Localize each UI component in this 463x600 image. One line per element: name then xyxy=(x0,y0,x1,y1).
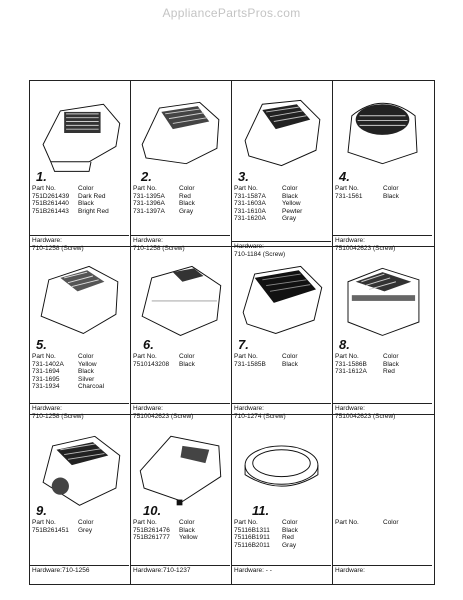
part-number: 751B261440 xyxy=(32,200,69,208)
part-color: Black xyxy=(78,200,94,208)
color-header: Color xyxy=(282,519,298,526)
site-watermark: AppliancePartsPros.com xyxy=(162,6,301,20)
hardware-info: Hardware:710-1256 xyxy=(32,567,90,574)
hardware-info: Hardware: 710-1258 (Screw) xyxy=(32,237,84,252)
part-color: Black xyxy=(78,368,94,376)
part-cell xyxy=(30,415,129,583)
item-number: 6. xyxy=(143,337,154,352)
part-color: Yellow xyxy=(282,200,301,208)
part-no-header: Part No. xyxy=(335,185,359,192)
part-number: 731-1694 xyxy=(32,368,60,376)
item-number: 10. xyxy=(143,503,162,518)
part-no-header: Part No. xyxy=(32,353,56,360)
part-color: Dark Red xyxy=(78,192,106,200)
part-no-header: Part No. xyxy=(133,519,157,526)
part-color: Gray xyxy=(282,215,297,223)
part-cell xyxy=(333,415,432,583)
part-cell xyxy=(232,415,331,583)
part-number: 731-1396A xyxy=(133,200,165,208)
color-header: Color xyxy=(78,353,94,360)
part-color: Gray xyxy=(179,207,194,215)
part-cell xyxy=(30,247,129,420)
part-illustration xyxy=(333,253,432,345)
part-number: 75116B1911 xyxy=(234,534,270,542)
part-cell xyxy=(232,247,331,420)
part-no-header: Part No. xyxy=(234,519,258,526)
hardware-info: Hardware: - - xyxy=(234,567,272,574)
part-number: 75116B2011 xyxy=(234,541,270,549)
part-number: 751B261443 xyxy=(32,207,69,215)
item-number: 9. xyxy=(36,503,47,518)
part-number: 751B261777 xyxy=(133,534,170,542)
part-illustration xyxy=(333,87,432,179)
part-illustration xyxy=(131,421,230,513)
part-illustration xyxy=(131,253,230,345)
part-illustration xyxy=(30,87,129,179)
hardware-info: Hardware: 710-1274 (Screw) xyxy=(234,405,286,420)
part-color: Grey xyxy=(78,526,93,534)
part-color: Red xyxy=(282,534,294,542)
part-number: 731-1620A xyxy=(234,215,266,223)
item-number: 7. xyxy=(238,337,249,352)
part-color: Gray xyxy=(282,541,297,549)
item-number: 11. xyxy=(252,503,270,518)
hardware-info: Hardware: 7510042623 (Screw) xyxy=(335,237,396,252)
part-color: Silver xyxy=(78,375,95,383)
part-no-header: Part No. xyxy=(335,353,359,360)
part-color: Black xyxy=(179,200,195,208)
part-number: 731-1587A xyxy=(234,192,266,200)
part-number: 731-1695 xyxy=(32,375,60,383)
part-color: Black xyxy=(383,360,399,368)
part-color: Red xyxy=(383,368,395,376)
item-number: 1. xyxy=(36,169,47,184)
part-no-header: Part No. xyxy=(133,353,157,360)
part-number: 731-1610A xyxy=(234,207,266,215)
color-header: Color xyxy=(282,185,298,192)
part-cell xyxy=(333,247,432,420)
part-number: 751D261439 xyxy=(32,192,70,200)
part-color: Black xyxy=(179,526,195,534)
part-illustration xyxy=(30,253,129,345)
item-number: 4. xyxy=(339,169,350,184)
part-no-header: Part No. xyxy=(32,185,56,192)
item-number: 3. xyxy=(238,169,249,184)
part-no-header: Part No. xyxy=(335,519,359,526)
part-color: Black xyxy=(282,526,298,534)
color-header: Color xyxy=(179,353,195,360)
part-no-header: Part No. xyxy=(133,185,157,192)
hardware-info: Hardware: 710-1258 (Screw) xyxy=(32,405,84,420)
part-cell xyxy=(333,81,432,252)
part-cell xyxy=(131,247,230,420)
part-number: 751B261476 xyxy=(133,526,170,534)
part-number: 75116B1311 xyxy=(234,526,270,534)
color-header: Color xyxy=(383,353,399,360)
part-number: 731-1561 xyxy=(335,192,363,200)
part-illustration xyxy=(30,421,129,513)
hardware-info: Hardware: 710-1258 (Screw) xyxy=(133,237,185,252)
color-header: Color xyxy=(78,185,94,192)
part-color: Black xyxy=(282,192,298,200)
part-number: 731-1586B xyxy=(335,360,367,368)
part-color: Black xyxy=(383,192,399,200)
part-number: 731-1395A xyxy=(133,192,165,200)
part-number: 731-1934 xyxy=(32,383,60,391)
part-color: Bright Red xyxy=(78,207,109,215)
part-number: 7510143208 xyxy=(133,360,170,368)
part-illustration xyxy=(232,421,331,513)
color-header: Color xyxy=(383,185,399,192)
color-header: Color xyxy=(282,353,298,360)
part-color: Yellow xyxy=(179,534,198,542)
part-cell xyxy=(131,81,230,252)
part-color: Black xyxy=(179,360,195,368)
hardware-info: Hardware: 710-1184 (Screw) xyxy=(234,243,286,258)
part-number: 731-1397A xyxy=(133,207,165,215)
color-header: Color xyxy=(78,519,94,526)
part-number: 731-1603A xyxy=(234,200,266,208)
part-number: 731-1612A xyxy=(335,368,367,376)
part-illustration xyxy=(131,87,230,179)
item-number: 8. xyxy=(339,337,350,352)
part-no-header: Part No. xyxy=(234,185,258,192)
hardware-info: Hardware: 7510042623 (Screw) xyxy=(335,405,396,420)
part-cell xyxy=(232,81,331,258)
item-number: 2. xyxy=(141,169,152,184)
part-number: 731-1585B xyxy=(234,360,266,368)
part-color: Black xyxy=(282,360,298,368)
part-no-header: Part No. xyxy=(234,353,258,360)
hardware-info: Hardware:710-1237 xyxy=(133,567,191,574)
item-number: 5. xyxy=(36,337,47,352)
hardware-info: Hardware: xyxy=(335,567,365,574)
hardware-info: Hardware: 7510042623 (Screw) xyxy=(133,405,194,420)
part-color: Pewter xyxy=(282,207,303,215)
color-header: Color xyxy=(383,519,399,526)
color-header: Color xyxy=(179,185,195,192)
part-cell xyxy=(30,81,129,252)
part-color: Charcoal xyxy=(78,383,105,391)
part-cell xyxy=(131,415,230,583)
part-illustration xyxy=(232,87,331,179)
part-number: 751B261451 xyxy=(32,526,69,534)
part-no-header: Part No. xyxy=(32,519,56,526)
part-illustration xyxy=(232,253,331,345)
part-number: 731-1402A xyxy=(32,360,64,368)
part-color: Yellow xyxy=(78,360,97,368)
part-color: Red xyxy=(179,192,191,200)
parts-sheet xyxy=(29,80,435,585)
color-header: Color xyxy=(179,519,195,526)
